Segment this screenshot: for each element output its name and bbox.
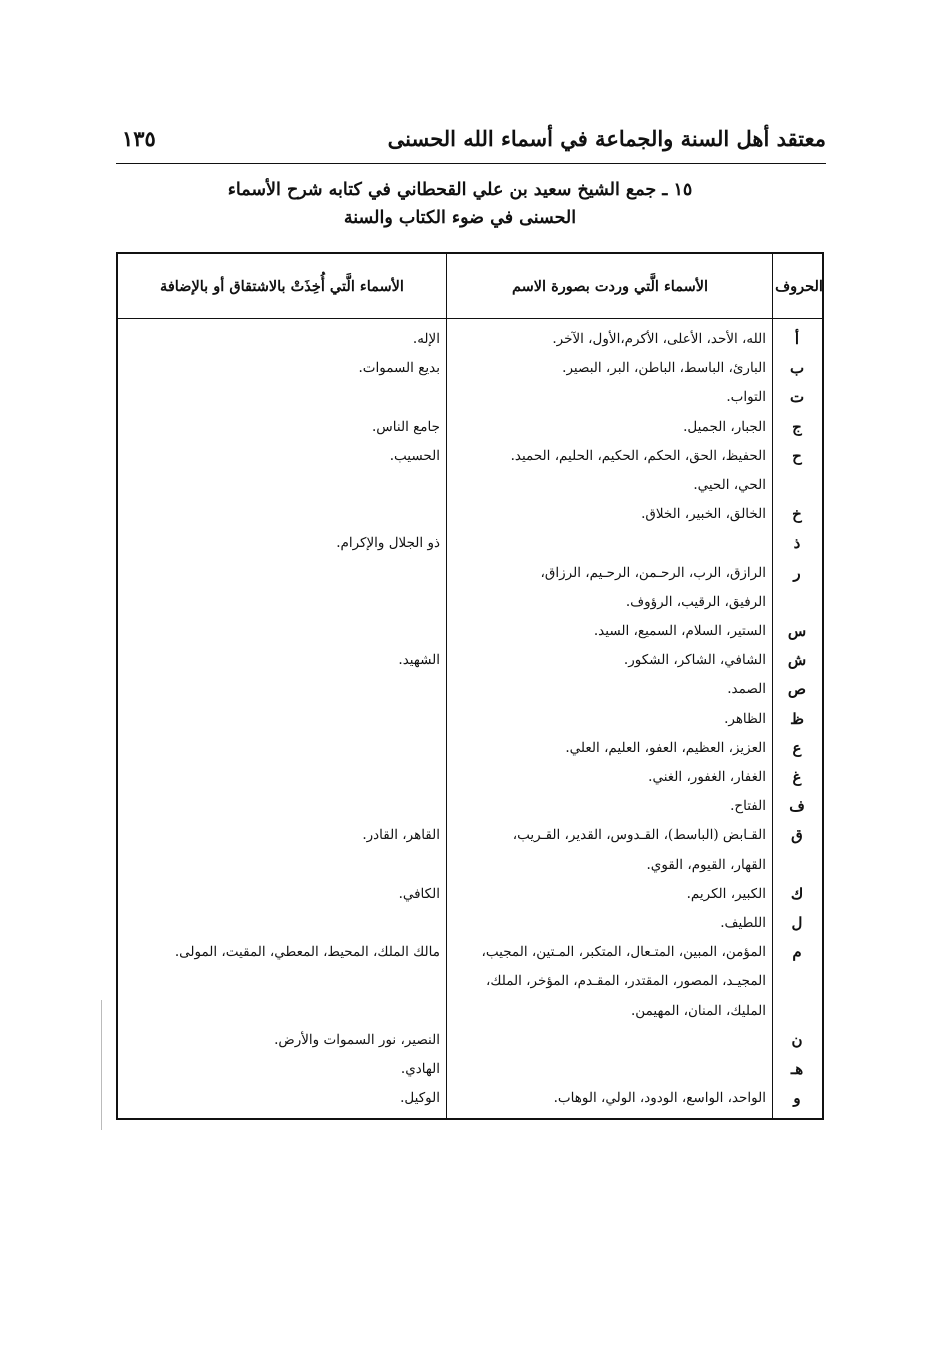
names-table xyxy=(116,252,824,1120)
column-divider xyxy=(446,254,447,1118)
page-number: ١٣٥ xyxy=(122,126,156,151)
direct-name-cell: الحي، الحيي. xyxy=(693,477,766,493)
letter-cell: ق xyxy=(791,826,803,845)
letter-cell: ج xyxy=(792,417,802,436)
running-header xyxy=(116,126,826,160)
direct-name-cell: الجبار، الجميل. xyxy=(683,418,766,435)
letter-cell: و xyxy=(793,1089,801,1108)
derived-name-cell: النصير، نور السموات والأرض. xyxy=(274,1031,440,1048)
column-header-direct-names: الأسماء الَّتي وردت بصورة الاسم xyxy=(511,277,709,295)
derived-name-cell: القاهر، القادر. xyxy=(362,827,440,844)
direct-name-cell: الكبير، الكريم. xyxy=(686,885,766,902)
derived-name-cell: ذو الجلال والإكرام. xyxy=(336,535,440,552)
letter-cell: خ xyxy=(792,505,802,524)
letter-cell: س xyxy=(787,622,807,640)
letter-cell: ص xyxy=(787,680,807,699)
derived-name-cell: الشهيد. xyxy=(398,652,440,669)
derived-name-cell: بديع السموات. xyxy=(358,360,440,377)
letter-cell: ش xyxy=(787,651,807,670)
letter-cell: ل xyxy=(791,914,803,932)
column-header-derived-names: الأسماء الَّتي أُخِذَتْ بالاشتقاق أو بالإضافة xyxy=(160,277,404,295)
direct-name-cell: الخالق، الخبير، الخلاق. xyxy=(641,506,766,523)
letter-cell: ب xyxy=(789,359,805,378)
direct-name-cell: الله، الأحد، الأعلى، الأكرم،الأول، الآخر. xyxy=(552,331,766,347)
direct-name-cell: الشافي، الشاكر، الشكور. xyxy=(623,652,766,669)
letter-cell: ذ xyxy=(793,534,801,553)
letter-cell: ر xyxy=(793,563,801,582)
direct-name-cell: البارئ، الباسط، الباطن، البر، البصير. xyxy=(562,360,766,377)
derived-name-cell: الكافي. xyxy=(398,885,440,902)
derived-name-cell: الوكيل. xyxy=(400,1090,440,1107)
direct-name-cell: الظاهر. xyxy=(724,710,766,727)
direct-name-cell: الرازق، الرب، الرحـمن، الرحـيم، الرزاق، xyxy=(540,564,766,581)
derived-name-cell: الحسيب. xyxy=(389,447,440,464)
letter-cell: ظ xyxy=(790,709,804,728)
header-rule xyxy=(116,163,826,164)
direct-name-cell: القـابض (الباسط)، القـدوس، القدير، القـريب، xyxy=(512,827,766,844)
derived-name-cell: الهادي. xyxy=(400,1061,440,1077)
direct-name-cell: الحفيظ، الحق، الحكم، الحكيم، الحليم، الحميد. xyxy=(510,447,766,464)
direct-name-cell: القهار، القيوم، القوي. xyxy=(646,856,766,873)
direct-name-cell: العزيز، العظيم، العفو، العليم، العلي. xyxy=(565,739,766,756)
letter-cell: غ xyxy=(792,768,802,786)
direct-name-cell: المليك، المنان، المهيمن. xyxy=(631,1002,766,1019)
direct-name-cell: الغفار، الغفور، الغني. xyxy=(648,769,766,785)
margin-mark xyxy=(101,1000,102,1130)
letter-cell: م xyxy=(792,943,802,962)
letter-cell: أ xyxy=(794,330,800,348)
running-header-title: معتقد أهل السنة والجماعة في أسماء الله الحسنى xyxy=(387,126,826,151)
direct-name-cell: الصمد. xyxy=(727,681,766,698)
direct-name-cell: اللطيف. xyxy=(720,915,766,931)
section-title xyxy=(200,176,720,232)
derived-name-cell: الإله. xyxy=(412,331,440,347)
letter-cell: ن xyxy=(791,1030,803,1049)
direct-name-cell: المؤمن، المبين، المتـعال، المتكبر، المـتين، المجيب، xyxy=(481,944,766,961)
header-divider xyxy=(118,318,822,319)
letter-cell: ع xyxy=(792,738,802,757)
derived-name-cell: جامع الناس. xyxy=(372,418,440,435)
letter-cell: هـ xyxy=(790,1060,804,1078)
letter-cell: ف xyxy=(789,797,805,816)
direct-name-cell: التواب. xyxy=(726,389,766,406)
direct-name-cell: الفتاح. xyxy=(730,798,766,815)
direct-name-cell: الستير، السلام، السميع، السيد. xyxy=(593,623,766,639)
direct-name-cell: الرفيق، الرقيب، الرؤوف. xyxy=(625,593,766,610)
letter-cell: ك xyxy=(790,884,804,903)
derived-name-cell: مالك الملك، المحيط، المعطي، المقيت، المولى. xyxy=(174,944,440,961)
column-header-letters: الحروف xyxy=(775,277,823,295)
section-title-line-2: الحسنى في ضوء الكتاب والسنة xyxy=(343,208,577,228)
direct-name-cell: الواحد، الواسع، الودود، الولي، الوهاب. xyxy=(553,1090,766,1107)
section-title-line-1: ١٥ ـ جمع الشيخ سعيد بن علي القحطاني في كتابه شرح الأسماء xyxy=(227,180,693,200)
letter-cell: ت xyxy=(789,388,805,407)
direct-name-cell: المجيـد، المصور، المقتدر، المقـدم، المؤخر، الملك، xyxy=(486,973,766,990)
letter-cell: ح xyxy=(792,446,802,465)
